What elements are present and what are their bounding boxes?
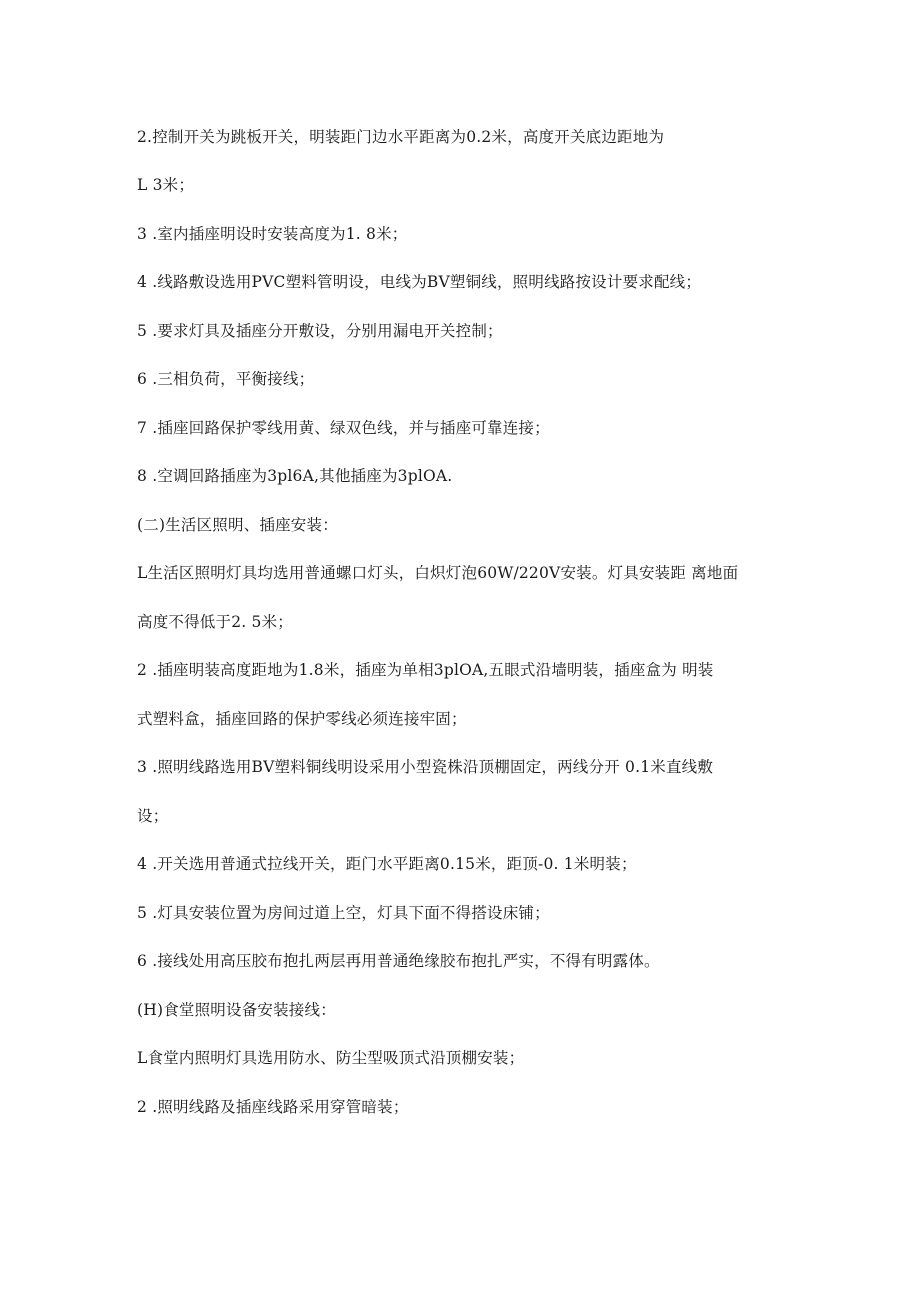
section-heading-3: (H)食堂照明设备安装接线： [137,1001,336,1019]
text-line-6: 6 .三相负荷，平衡接线； [137,370,315,388]
text-line-1: 2.控制开关为跳板开关，明装距门边水平距离为0.2米，高度开关底边距地为 [137,128,665,146]
text-line-4: 4 .线路敷设选用PVC塑料管明设，电线为BV塑铜线，照明线路按设计要求配线； [137,273,702,291]
text-line-20: L食堂内照明灯具选用防水、防尘型吸顶式沿顶棚安装； [137,1049,525,1067]
section-heading-2: (二)生活区照明、插座安装： [137,516,338,534]
text-line-18: 6 .接线处用高压胶布抱扎两层再用普通绝缘胶布抱扎严实，不得有明露体。 [137,952,660,970]
text-line-5: 5 .要求灯具及插座分开敷设，分别用漏电开关控制； [137,322,503,340]
text-line-13: 式塑料盒，插座回路的保护零线必须连接牢固； [137,710,467,728]
text-line-2: L 3米； [137,176,195,194]
text-line-15: 设； [137,807,169,825]
text-line-7: 7 .插座回路保护零线用黄、绿双色线，并与插座可靠连接； [137,419,550,437]
text-line-10: L生活区照明灯具均选用普通螺口灯头，白炽灯泡60W/220V安装。灯具安装距 离地面 [137,564,739,582]
text-line-12: 2 .插座明装高度距地为1.8米，插座为单相3plOA,五眼式沿墙明装，插座盒为 明装 [137,661,714,679]
text-line-8: 8 .空调回路插座为3pl6A,其他插座为3plOA. [137,467,453,485]
text-line-3: 3 .室内插座明设时安装高度为1. 8米； [137,225,408,243]
text-line-16: 4 .开关选用普通式拉线开关，距门水平距离0.15米，距顶-0. 1米明装； [137,855,637,873]
text-line-14: 3 .照明线路选用BV塑料铜线明设采用小型瓷株沿顶棚固定，两线分开 0.1米直线敷 [137,758,714,776]
text-line-21: 2 .照明线路及插座线路采用穿管暗装； [137,1098,409,1116]
text-line-11: 高度不得低于2. 5米； [137,613,293,631]
text-line-17: 5 .灯具安装位置为房间过道上空，灯具下面不得搭设床铺； [137,904,550,922]
